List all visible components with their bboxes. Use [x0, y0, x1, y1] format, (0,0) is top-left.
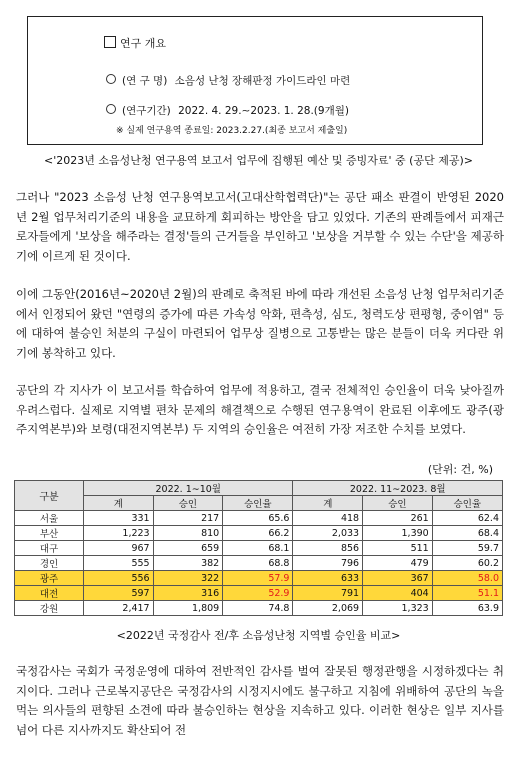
value-cell: 404 — [363, 586, 433, 601]
value-cell: 418 — [293, 511, 363, 526]
value-cell: 796 — [293, 556, 363, 571]
col-header: 계 — [84, 496, 154, 511]
value-cell: 367 — [363, 571, 433, 586]
value-cell: 68.8 — [223, 556, 293, 571]
value-cell: 65.6 — [223, 511, 293, 526]
value-cell: 856 — [293, 541, 363, 556]
value-cell: 555 — [84, 556, 154, 571]
value-cell: 556 — [84, 571, 154, 586]
research-overview-box — [27, 16, 483, 145]
approval-rate-table — [14, 480, 503, 616]
value-cell: 58.0 — [432, 571, 502, 586]
value-cell: 2,033 — [293, 526, 363, 541]
col-header: 승인 — [363, 496, 433, 511]
value-cell: 66.2 — [223, 526, 293, 541]
table-row — [15, 526, 503, 541]
region-cell: 부산 — [15, 526, 84, 541]
value-cell: 1,390 — [363, 526, 433, 541]
paragraph-2: 이에 그동안(2016년~2020년 2월)의 판례로 축적된 바에 따라 개선된 소음성 난청 업무처리기준에서 인정되어 왔던 "연령의 증가에 따른 가속성 악화, 편측성, 심도, 청력도상 편평형, 중이염" 등에 대하여 불승인 처분의 구실이 마련되어 업무상 질병으로 고통받는 많은 분들이 더욱 커다란 위기에 봉착하고 있다. — [16, 287, 504, 360]
research-name-line: (연 구 명) 소음성 난청 장해판정 가이드라인 마련 — [106, 73, 350, 88]
overview-title: 연구 개요 — [104, 35, 166, 51]
col-header: 승인율 — [223, 496, 293, 511]
value-cell: 261 — [363, 511, 433, 526]
value-cell: 1,223 — [84, 526, 154, 541]
value-cell: 791 — [293, 586, 363, 601]
region-cell: 대전 — [15, 586, 84, 601]
value-cell: 810 — [153, 526, 223, 541]
region-cell: 대구 — [15, 541, 84, 556]
col-header: 승인율 — [432, 496, 502, 511]
region-cell: 강원 — [15, 601, 84, 616]
table-row — [15, 556, 503, 571]
paragraph-3: 공단의 각 지사가 이 보고서를 학습하여 업무에 적용하고, 결국 전체적인 승인율이 더욱 낮아질까 우려스럽다. 실제로 지역별 편차 문제의 해결책으로 수행된 연구용역이 완료된 이후에도 광주(광주지역본부)와 보령(대전지역본부) 두 지역의 승인율은 여전히 가장 저조한 수치를 보였다. — [16, 383, 504, 436]
period-1-header: 2022. 1∼10월 — [84, 481, 293, 496]
value-cell: 331 — [84, 511, 154, 526]
value-cell: 2,069 — [293, 601, 363, 616]
value-cell: 322 — [153, 571, 223, 586]
research-period-line: (연구기간) 2022. 4. 29.∼2023. 1. 28.(9개월) — [106, 103, 349, 118]
value-cell: 62.4 — [432, 511, 502, 526]
value-cell: 63.9 — [432, 601, 502, 616]
group-header: 구분 — [15, 481, 84, 511]
end-date-note: ※ 실제 연구용역 종료일: 2023.2.27.(최종 보고서 제출일) — [116, 126, 348, 136]
unit-label: (단위: 건, %) — [427, 463, 493, 476]
value-cell: 68.4 — [432, 526, 502, 541]
checkbox-square-icon — [104, 36, 116, 48]
table-row — [15, 601, 503, 616]
circle-bullet-icon — [106, 104, 116, 114]
table-row — [15, 586, 503, 601]
value-cell: 217 — [153, 511, 223, 526]
value-cell: 51.1 — [432, 586, 502, 601]
region-cell: 광주 — [15, 571, 84, 586]
box-caption: <'2023년 소음성난청 연구용역 보고서 업무에 집행된 예산 및 증빙자료' 중 (공단 제공)> — [44, 154, 473, 167]
value-cell: 74.8 — [223, 601, 293, 616]
paragraph-4: 국정감사는 국회가 국정운영에 대하여 전반적인 감사를 벌여 잘못된 행정관행을 시정하겠다는 취지이다. 그러나 근로복지공단은 국정감사의 시정지시에도 불구하고 지침에 위배하여 공단의 녹을 먹는 의사들의 편향된 소견에 따라 불승인하는 현상을 지속하고 있다. 이러한 현상은 일부 지사를 넘어 다른 지사까지도 확산되어 전 — [16, 664, 504, 737]
value-cell: 382 — [153, 556, 223, 571]
value-cell: 967 — [84, 541, 154, 556]
paragraph-1: 그러나 "2023 소음성 난청 연구용역보고서(고대산학협력단)"는 공단 패소 판결이 반영된 2020년 2월 업무처리기준의 내용을 교묘하게 회피하는 방안을 담고 있었다. 기존의 판례들에서 피재근로자들에게 '보상을 해주라는 결정'들의 근거들을 부인하고 '보상을 거부할 수 있는 수단'을 제공하기에 이르게 된 것이다. — [16, 190, 504, 263]
value-cell: 59.7 — [432, 541, 502, 556]
region-cell: 서울 — [15, 511, 84, 526]
value-cell: 60.2 — [432, 556, 502, 571]
col-header: 계 — [293, 496, 363, 511]
value-cell: 1,809 — [153, 601, 223, 616]
value-cell: 57.9 — [223, 571, 293, 586]
period-2-header: 2022. 11∼2023. 8월 — [293, 481, 503, 496]
value-cell: 68.1 — [223, 541, 293, 556]
value-cell: 597 — [84, 586, 154, 601]
value-cell: 659 — [153, 541, 223, 556]
table-row — [15, 541, 503, 556]
value-cell: 511 — [363, 541, 433, 556]
table-row — [15, 571, 503, 586]
value-cell: 1,323 — [363, 601, 433, 616]
col-header: 승인 — [153, 496, 223, 511]
table-caption: <2022년 국정감사 전/후 소음성난청 지역별 승인율 비교> — [116, 629, 401, 642]
value-cell: 52.9 — [223, 586, 293, 601]
value-cell: 479 — [363, 556, 433, 571]
value-cell: 2,417 — [84, 601, 154, 616]
region-cell: 경인 — [15, 556, 84, 571]
value-cell: 316 — [153, 586, 223, 601]
value-cell: 633 — [293, 571, 363, 586]
circle-bullet-icon — [106, 74, 116, 84]
table-row — [15, 511, 503, 526]
